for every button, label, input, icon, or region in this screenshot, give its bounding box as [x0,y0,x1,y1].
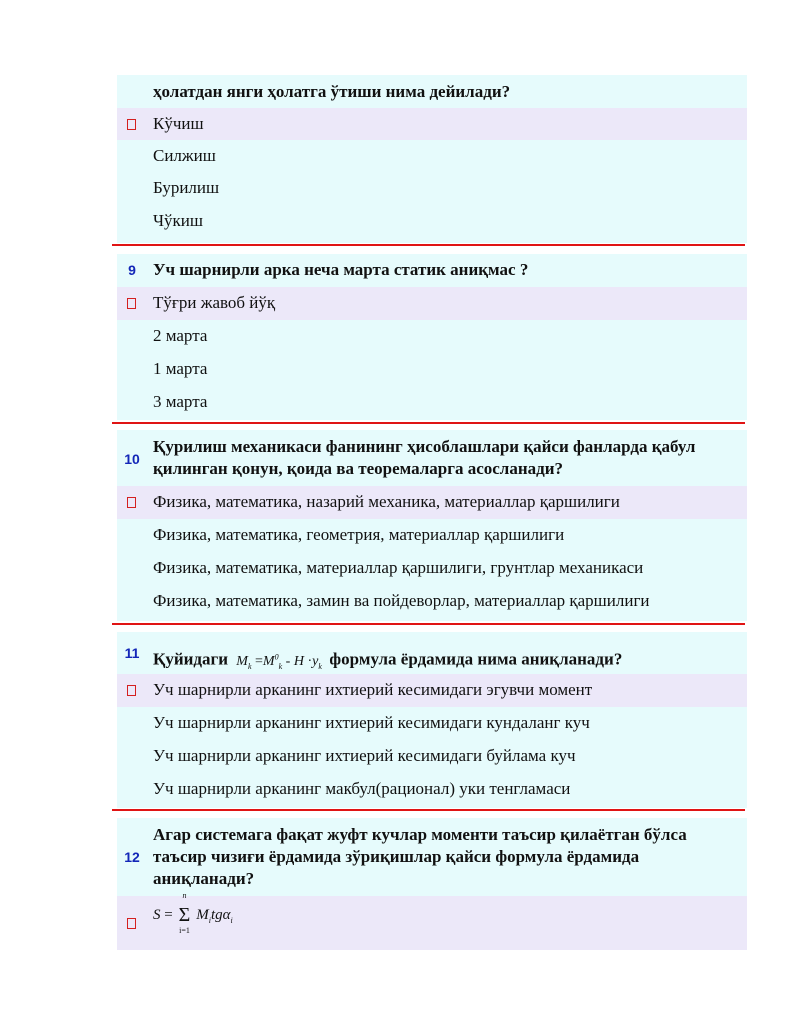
question-text: Агар системага фақат жуфт кучлар моменти таъсир қилаётган бўлса таъсир чизиғи ёрдамида зўриқишлар қайси формула ёрдамида аниқланади? [153,825,687,888]
question-text: Қурилиш механикаси фанининг ҳисоблашлари қайси фанларда қабул қилинган қонун, қоида ва теоремаларга асосланади? [153,437,696,478]
option-row[interactable] [117,386,747,420]
correct-marker-icon [127,298,136,309]
option-text: Силжиш [153,146,216,165]
option-row[interactable] [117,519,747,552]
question-text-row [117,430,747,486]
option-row[interactable] [117,552,747,585]
question-separator [112,623,745,625]
question-text [153,646,741,677]
option-text: 3 марта [153,392,208,411]
question-8 [117,75,747,243]
question-12 [117,818,747,950]
sum-formula: S = n Σ i=1 $M_itg\alpha_i$ [153,891,233,935]
option-text: Физика, математика, замин ва пойдеворлар, материаллар қаршилиги [153,591,650,610]
option-text: Бурилиш [153,178,220,197]
question-number: 10 [124,451,140,467]
option-row[interactable] [117,585,747,621]
option-text: Уч шарнирли арканинг макбул(рационал) уки тенгламаси [153,779,571,798]
option-text: Уч шарнирли арканинг ихтиерий кесимидаги кундаланг куч [153,713,590,732]
option-row[interactable] [117,707,747,740]
option-row[interactable] [117,353,747,386]
option-row-correct[interactable] [117,891,747,950]
option-text: Уч шарнирли арканинг ихтиерий кесимидаги эгувчи момент [153,680,593,699]
question-text-row [117,818,747,896]
question-10 [117,430,747,621]
option-row[interactable] [117,205,747,238]
option-row[interactable] [117,740,747,773]
question-9 [117,254,747,420]
option-row[interactable] [117,140,747,172]
option-text: Тўғри жавоб йўқ [153,293,276,312]
question-separator [112,244,745,246]
option-text: Кўчиш [153,114,204,133]
option-text: Физика, математика, материаллар қаршилиги, грунтлар механикаси [153,558,644,577]
correct-marker-icon [127,497,136,508]
question-text: ҳолатдан янги ҳолатга ўтиши нима дейилади? [153,82,511,101]
option-row-correct[interactable] [117,108,747,140]
question-separator [112,422,745,424]
option-text: Физика, математика, геометрия, материаллар қаршилиги [153,525,565,544]
option-text: Физика, математика, назарий механика, материаллар қаршилиги [153,492,620,511]
question-text: Уч шарнирли арка неча марта статик аниқмас ? [153,260,529,279]
option-text: 1 марта [153,359,208,378]
question-text-before: Қуйидаги [153,649,229,669]
option-text: Чўкиш [153,211,203,230]
question-separator [112,809,745,811]
moment-formula: $M_k =M^0_k - H \cdot y_k$ [236,652,322,671]
option-row[interactable] [117,773,747,808]
option-row[interactable] [117,172,747,205]
correct-marker-icon [127,685,136,696]
sum-symbol: n Σ i=1 [178,891,191,935]
option-row-correct[interactable] [117,486,747,519]
correct-marker-icon [127,119,136,130]
question-text-after: формула ёрдамида нима аниқланади? [329,649,623,669]
question-11 [117,632,747,808]
option-row-correct[interactable] [117,674,747,707]
option-text: Уч шарнирли арканинг ихтиерий кесимидаги буйлама куч [153,746,576,765]
question-text-row [117,254,747,287]
question-number: 11 [124,645,140,661]
option-row-correct[interactable] [117,287,747,320]
question-text-row [117,75,747,108]
correct-marker-icon [127,918,136,929]
question-number: 12 [124,849,140,865]
question-text-row [117,632,747,674]
question-number: 9 [128,262,136,278]
option-text: 2 марта [153,326,208,345]
option-row[interactable] [117,320,747,353]
